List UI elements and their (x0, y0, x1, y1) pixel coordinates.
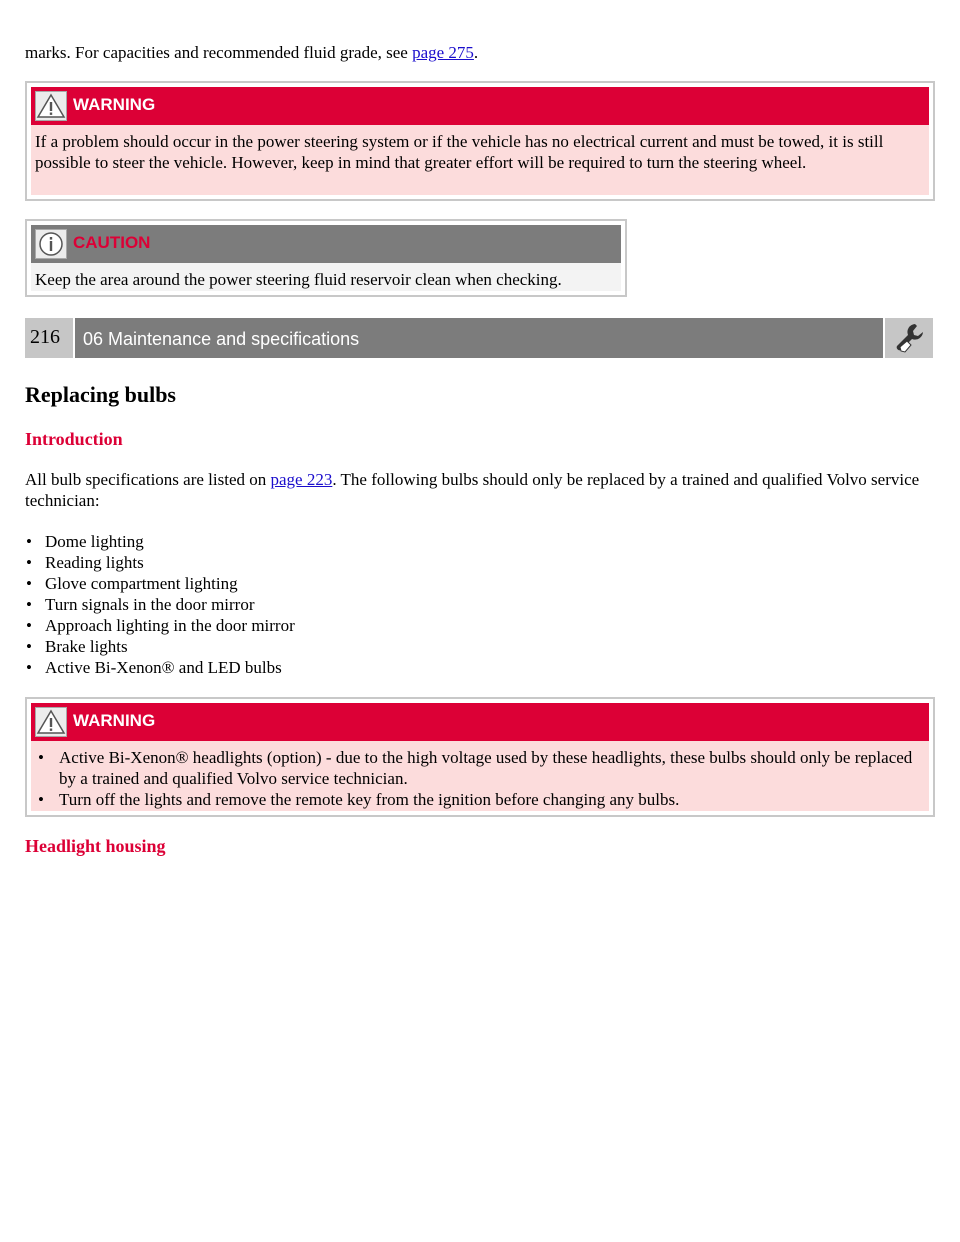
warning-header (31, 703, 929, 741)
list-item: • Active Bi-Xenon® and LED bulbs (25, 657, 295, 678)
info-icon (35, 229, 67, 259)
paragraph-text: All bulb specifications are listed on (25, 470, 271, 489)
warning-body (31, 741, 929, 811)
list-item: • Dome lighting (25, 531, 295, 552)
chapter-bar (25, 318, 933, 358)
intro-text: marks. For capacities and recommended fluid grade, see (25, 43, 413, 62)
warning-title: WARNING (73, 711, 156, 730)
section-title: Replacing bulbs (25, 382, 176, 407)
introduction-heading: Introduction (25, 429, 123, 449)
chapter-title: 06 Maintenance and specifications (75, 318, 883, 358)
list-item: • Reading lights (25, 552, 295, 573)
intro-paragraph (25, 469, 930, 511)
warning-title: WARNING (73, 95, 156, 114)
caution-header (31, 225, 621, 263)
caution-body (31, 263, 621, 291)
headlight-housing-heading: Headlight housing (25, 836, 166, 856)
wrench-icon (885, 318, 933, 358)
warning-box-bulbs (25, 697, 935, 817)
list-item: • Approach lighting in the door mirror (25, 615, 295, 636)
list-item: • Active Bi-Xenon® headlights (option) - due to the high voltage used by these headlights, these bulbs should only be replaced by a trained and qualified Volvo service technician. (35, 747, 925, 789)
warning-triangle-icon (35, 707, 67, 737)
list-item: • Brake lights (25, 636, 295, 657)
bulb-list (25, 531, 295, 678)
warning-body (31, 125, 929, 195)
intro-line (25, 42, 478, 63)
caution-title: CAUTION (73, 233, 151, 252)
caution-text: Keep the area around the power steering fluid reservoir clean when checking. (35, 270, 562, 289)
page-275-link[interactable]: page 275 (412, 43, 474, 62)
warning-triangle-icon (35, 91, 67, 121)
warning-header (31, 87, 929, 125)
caution-box (25, 219, 627, 297)
intro-text-end: . (473, 43, 479, 62)
list-item: • Turn off the lights and remove the remote key from the ignition before changing any bulbs. (35, 789, 925, 810)
warning-list (35, 747, 925, 810)
page-223-link[interactable]: page 223 (270, 470, 333, 489)
list-item: • Glove compartment lighting (25, 573, 295, 594)
page-number: 216 (25, 318, 73, 358)
paragraph-text-end: . The following bulbs should only be replaced by a trained and qualified Volvo service technician: (25, 470, 920, 510)
list-item: • Turn signals in the door mirror (25, 594, 295, 615)
warning-box-power-steering (25, 81, 935, 201)
warning-text: If a problem should occur in the power steering system or if the vehicle has no electrical current and must be towed, it is still possible to steer the vehicle. However, keep in mind that greater effort will be required to turn the steering wheel. (35, 132, 884, 172)
